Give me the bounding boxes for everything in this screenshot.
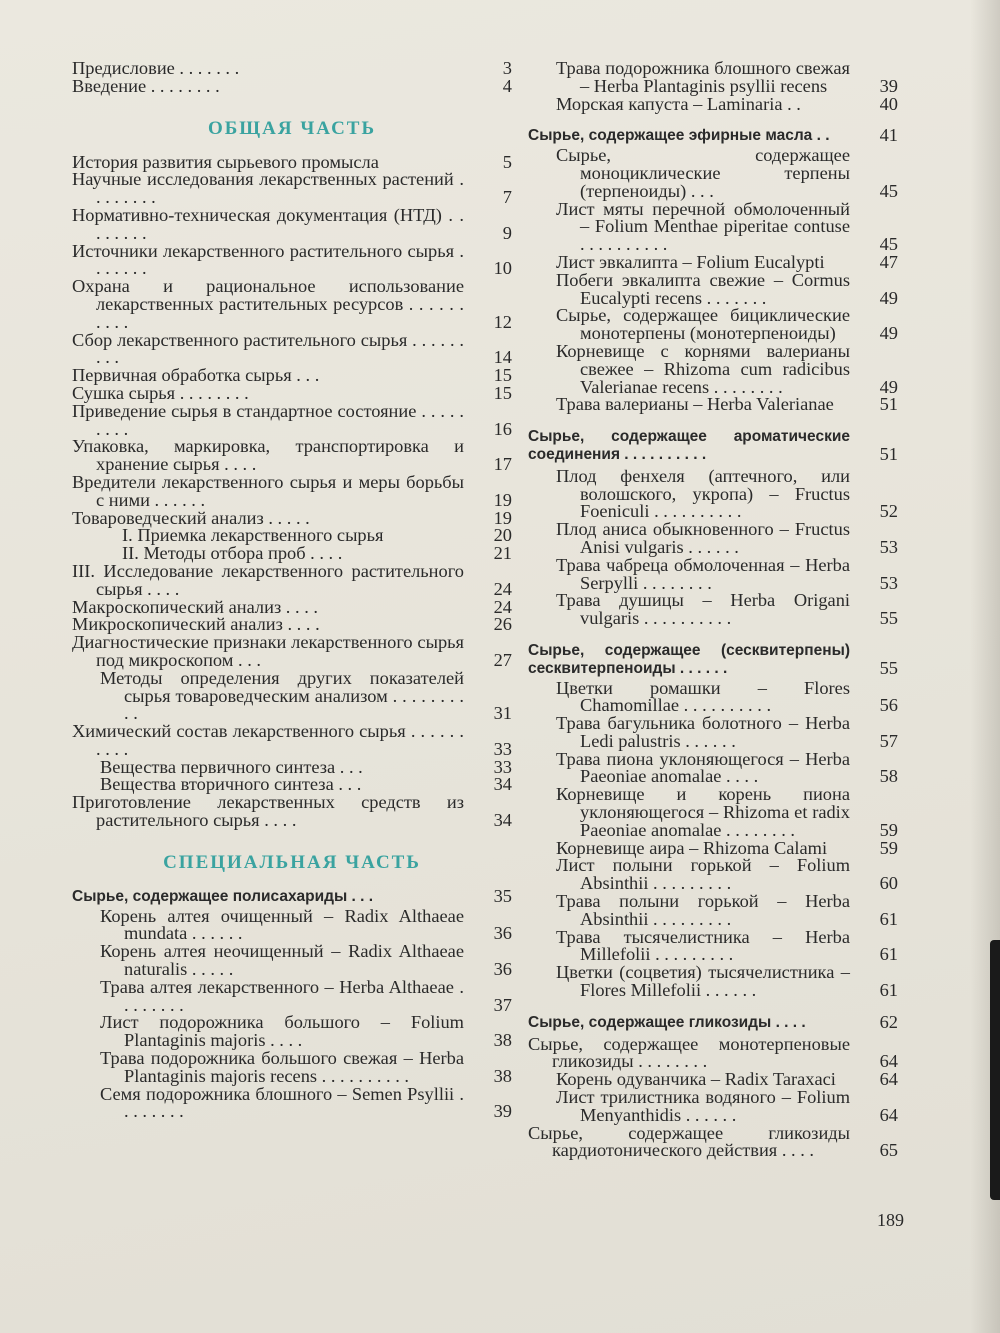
toc-entry-title: Диагностические признаки лекарственного сырья под микроскопом . . . bbox=[72, 632, 464, 670]
toc-entry-title: Корневище с корнями валерианы свежее – Rhizoma cum radicibus Valerianae recens . . . . . . . . bbox=[556, 340, 850, 397]
toc-entry-page: 55 bbox=[879, 657, 898, 678]
toc-entry-page: 55 bbox=[879, 608, 898, 629]
toc-entry-title: Приведение сырья в стандартное состояние . . . . . . . . . bbox=[72, 400, 464, 439]
page-number: 189 bbox=[877, 1210, 904, 1230]
toc-entry bbox=[72, 976, 512, 1015]
toc-entry-page: 52 bbox=[879, 501, 898, 522]
toc-entry-title: Семя подорожника блошного – Semen Psyllii . . . . . . . . bbox=[100, 1083, 464, 1122]
toc-entry-title: Трава пиона уклоняющегося – Herba Paeoniae anomalae . . . . bbox=[556, 748, 850, 787]
toc-entry bbox=[72, 723, 512, 759]
toc-entry bbox=[528, 715, 898, 751]
toc-entry-title: Методы определения других показателей сырья товароведческим анализом . . . . . . . . . . bbox=[100, 667, 464, 724]
toc-entry bbox=[528, 465, 898, 522]
toc-entry-title: Лист трилистника водяного – Folium Menyanthidis . . . . . . bbox=[556, 1087, 850, 1125]
toc-entry-title: Первичная обработка сырья . . . bbox=[72, 365, 320, 386]
toc-entry bbox=[528, 521, 898, 557]
toc-entry bbox=[72, 943, 512, 979]
toc-entry-title: Лист мяты перечной обмолоченный – Folium Menthae piperitae contuse . . . . . . . . . . bbox=[556, 198, 850, 255]
toc-entry-title: Трава тысячелистника – Herba Millefolii . . . . . . . . . bbox=[556, 926, 850, 965]
toc-entry bbox=[72, 171, 512, 207]
toc-entry-page: 33 bbox=[493, 738, 512, 759]
toc-entry-title: Трава полыни горькой – Herba Absinthii . . . . . . . . . bbox=[556, 891, 850, 929]
toc-entry-page: 45 bbox=[879, 180, 898, 201]
toc-entry-page: 15 bbox=[493, 365, 512, 386]
toc-entry-title: Лист подорожника большого – Folium Plantaginis majoris . . . . bbox=[100, 1012, 464, 1051]
toc-entry-page: 15 bbox=[493, 382, 512, 403]
toc-entry bbox=[72, 240, 512, 279]
binder-clip bbox=[990, 940, 1000, 1200]
toc-entry-title: Трава душицы – Herba Origani vulgaris . . . . . . . . . . bbox=[556, 590, 850, 629]
toc-entry bbox=[528, 554, 898, 593]
toc-entry bbox=[72, 438, 512, 474]
toc-entry-page: 27 bbox=[493, 649, 512, 670]
toc-entry-title: Плод фенхеля (аптечного, или волошского, укропа) – Fructus Foeniculi . . . . . . . . . . bbox=[556, 465, 850, 522]
toc-entry-title: Нормативно-техническая документация (НТД) . . . . . . . . bbox=[72, 204, 464, 243]
toc-entry-title: Научные исследования лекарственных растений . . . . . . . . bbox=[72, 169, 464, 208]
toc-entry bbox=[528, 396, 898, 414]
toc-entry bbox=[528, 1089, 898, 1125]
toc-entry-page: 20 bbox=[493, 525, 512, 546]
toc-entry-page: 61 bbox=[879, 908, 898, 929]
toc-entry-page: 39 bbox=[879, 75, 898, 96]
toc-entry bbox=[528, 147, 898, 200]
toc-entry-page: 16 bbox=[493, 418, 512, 439]
toc-entry-page: 9 bbox=[502, 222, 512, 243]
toc-entry-page: 57 bbox=[879, 730, 898, 751]
toc-entry bbox=[528, 340, 898, 397]
toc-entry-page: 53 bbox=[879, 536, 898, 557]
toc-entry-title: Вещества вторичного синтеза . . . bbox=[100, 774, 362, 795]
toc-entry-title: Трава подорожника большого свежая – Herba Plantaginis majoris recens . . . . . . . . . . bbox=[100, 1048, 464, 1086]
toc-entry bbox=[528, 307, 898, 343]
toc-entry-title: Цветки (соцветия) тысячелистника – Flores Millefolii . . . . . . bbox=[556, 962, 850, 1001]
toc-entry bbox=[528, 1033, 898, 1072]
toc-entry-page: 36 bbox=[493, 959, 512, 980]
toc-column-right bbox=[528, 60, 898, 1160]
toc-entry-title: Предисловие . . . . . . . bbox=[72, 58, 240, 78]
toc-entry-page: 38 bbox=[493, 1065, 512, 1086]
toc-entry-title: Вещества первичного синтеза . . . bbox=[100, 756, 363, 777]
toc-entry-title: Сырье, содержащее ароматические соединения . . . . . . . . . . bbox=[528, 428, 850, 463]
toc-entry-page: 19 bbox=[493, 489, 512, 510]
toc-entry-page: 64 bbox=[879, 1051, 898, 1072]
toc-group-heading bbox=[72, 885, 512, 906]
toc-entry-title: Цветки ромашки – Flores Chamomillae . . . . . . . . . . bbox=[556, 677, 850, 716]
toc-entry-title: Микроскопический анализ . . . . bbox=[72, 614, 320, 635]
toc-entry-title: Трава багульника болотного – Herba Ledi palustris . . . . . . bbox=[556, 713, 850, 751]
toc-entry bbox=[72, 794, 512, 830]
toc-entry-page: 35 bbox=[493, 885, 512, 906]
toc-entry-page: 34 bbox=[493, 774, 512, 795]
toc-entry bbox=[72, 560, 512, 599]
toc-entry-title: Сырье, содержащее гликозиды . . . . bbox=[528, 1013, 806, 1031]
toc-entry-page: 26 bbox=[493, 614, 512, 635]
toc-entry-page: 10 bbox=[493, 258, 512, 279]
toc-entry-page: 64 bbox=[879, 1069, 898, 1090]
toc-entry bbox=[528, 786, 898, 839]
toc-entry-title: Плод аниса обыкновенного – Fructus Anisi vulgaris . . . . . . bbox=[556, 519, 850, 557]
toc-entry-title: Корень одуванчика – Radix Taraxaci bbox=[556, 1069, 836, 1090]
toc-entry-page: 61 bbox=[879, 944, 898, 965]
toc-group-heading bbox=[528, 642, 898, 678]
toc-entry-page: 17 bbox=[493, 454, 512, 475]
toc-entry-title: Сырье, содержащее (сесквитерпены) сесквитерпеноиды . . . . . . bbox=[528, 641, 850, 677]
toc-entry-title: Лист эвкалипта – Folium Eucalypti bbox=[556, 251, 825, 272]
toc-entry-page: 33 bbox=[493, 756, 512, 777]
toc-entry-page: 24 bbox=[493, 596, 512, 617]
toc-entry-title: Охрана и рациональное использование лекарственных растительных ресурсов . . . . . . . . . . bbox=[72, 276, 464, 332]
toc-entry-page: 49 bbox=[879, 323, 898, 344]
toc-entry-page: 62 bbox=[879, 1011, 898, 1032]
toc-entry bbox=[72, 75, 512, 96]
toc-entry-title: Сырье, содержащее моноциклические терпены (терпеноиды) . . . bbox=[556, 145, 850, 201]
toc-entry bbox=[72, 329, 512, 368]
toc-entry-page: 60 bbox=[879, 873, 898, 894]
toc-entry-title: Трава подорожника блошного свежая – Herba Plantaginis psyllii recens bbox=[556, 58, 850, 96]
toc-entry-title: Вредители лекарственного сырья и меры борьбы с ними . . . . . . bbox=[72, 471, 464, 510]
toc-entry-page: 36 bbox=[493, 923, 512, 944]
toc-entry-title: Сушка сырья . . . . . . . . bbox=[72, 382, 249, 403]
toc-entry bbox=[528, 1122, 898, 1161]
toc-entry-title: Лист полыни горькой – Folium Absinthii . . . . . . . . . bbox=[556, 855, 850, 894]
toc-entry bbox=[528, 198, 898, 255]
toc-group-heading bbox=[528, 127, 898, 145]
toc-entry bbox=[528, 893, 898, 929]
toc-entry bbox=[528, 748, 898, 787]
toc-entry-title: Химический состав лекарственного сырья . . . . . . . . . . bbox=[72, 721, 464, 759]
toc-entry-page: 59 bbox=[879, 819, 898, 840]
toc-entry-title: Трава чабреца обмолоченная – Herba Serpylli . . . . . . . . bbox=[556, 554, 850, 593]
toc-entry-page: 4 bbox=[502, 75, 512, 96]
toc-entry bbox=[528, 926, 898, 965]
toc-entry-page: 64 bbox=[879, 1104, 898, 1125]
toc-entry bbox=[528, 93, 898, 114]
toc-entry-page: 31 bbox=[493, 703, 512, 724]
toc-entry-title: Побеги эвкалипта свежие – Cormus Eucalypti recens . . . . . . . bbox=[556, 269, 850, 308]
toc-entry-page: 7 bbox=[502, 187, 512, 208]
toc-entry bbox=[72, 634, 512, 670]
toc-entry-page: 34 bbox=[493, 810, 512, 831]
toc-entry-title: Корневище и корень пиона уклоняющегося – Rhizoma et radix Paeoniae anomalae . . . . . . . . bbox=[556, 784, 850, 840]
toc-entry-page: 12 bbox=[493, 311, 512, 332]
toc-entry bbox=[528, 677, 898, 716]
toc-entry bbox=[72, 1050, 512, 1086]
toc-group-heading bbox=[528, 428, 898, 464]
toc-entry-page: 24 bbox=[493, 578, 512, 599]
toc-entry-title: Товароведческий анализ . . . . . bbox=[72, 507, 310, 528]
toc-entry-page: 3 bbox=[502, 58, 512, 78]
toc-entry bbox=[72, 667, 512, 724]
toc-entry-title: Корень алтея очищенный – Radix Althaeae mundata . . . . . . bbox=[100, 905, 464, 944]
toc-entry-title: Сырье, содержащее бициклические монотерпены (монотерпеноиды) bbox=[556, 305, 850, 344]
toc-entry-page: 40 bbox=[879, 93, 898, 114]
toc-entry bbox=[72, 1014, 512, 1050]
toc-entry-page: 53 bbox=[879, 572, 898, 593]
toc-entry-title: Сбор лекарственного растительного сырья . . . . . . . . . bbox=[72, 329, 464, 368]
toc-entry bbox=[72, 278, 512, 331]
toc-entry bbox=[72, 471, 512, 510]
toc-entry bbox=[528, 269, 898, 308]
section-heading: СПЕЦИАЛЬНАЯ ЧАСТЬ bbox=[163, 851, 421, 873]
toc-entry-title: Сырье, содержащее эфирные масла . . bbox=[528, 127, 830, 145]
toc-entry-page: 38 bbox=[493, 1030, 512, 1051]
toc-group-heading bbox=[528, 1011, 898, 1032]
toc-entry-page: 49 bbox=[879, 376, 898, 397]
toc-entry-page: 65 bbox=[879, 1140, 898, 1161]
toc-entry bbox=[528, 964, 898, 1000]
toc-entry-title: Сырье, содержащее монотерпеновые гликозиды . . . . . . . . bbox=[528, 1033, 850, 1072]
toc-entry-title: III. Исследование лекарственного растительного сырья . . . . bbox=[72, 560, 464, 599]
toc-entry bbox=[528, 60, 898, 96]
toc-entry-page: 61 bbox=[879, 980, 898, 1001]
toc-entry-page: 59 bbox=[879, 837, 898, 858]
section-heading: ОБЩАЯ ЧАСТЬ bbox=[207, 117, 377, 139]
toc-entry-page: 56 bbox=[879, 695, 898, 716]
toc-entry bbox=[528, 592, 898, 628]
toc-entry-title: Сырье, содержащее полисахариды . . . bbox=[72, 887, 374, 905]
toc-entry-title: I. Приемка лекарственного сырья bbox=[122, 525, 384, 546]
toc-entry-page: 19 bbox=[493, 507, 512, 528]
toc-entry-title: II. Методы отбора проб . . . . bbox=[122, 543, 343, 564]
toc-entry-title: Введение . . . . . . . . bbox=[72, 75, 220, 96]
toc-entry-title: Корневище аира – Rhizoma Calami bbox=[556, 837, 828, 858]
toc-entry-title: Трава алтея лекарственного – Herba Althaeae . . . . . . . . bbox=[100, 976, 464, 1015]
toc-entry-page: 39 bbox=[493, 1101, 512, 1122]
toc-entry-page: 37 bbox=[493, 994, 512, 1015]
toc-entry-title: История развития сырьевого промысла bbox=[72, 151, 379, 172]
toc-entry-title: Приготовление лекарственных средств из растительного сырья . . . . bbox=[72, 792, 464, 831]
toc-entry bbox=[72, 905, 512, 944]
toc-entry-page: 14 bbox=[493, 347, 512, 368]
toc-entry bbox=[72, 400, 512, 439]
toc-entry-page: 5 bbox=[502, 151, 512, 172]
toc-entry-page: 41 bbox=[879, 125, 898, 146]
toc-entry-title: Морская капуста – Laminaria . . bbox=[556, 93, 801, 114]
toc-entry bbox=[72, 204, 512, 243]
toc-entry-page: 58 bbox=[879, 766, 898, 787]
toc-entry bbox=[528, 857, 898, 893]
toc-entry-page: 45 bbox=[879, 234, 898, 255]
toc-entry-page: 51 bbox=[879, 443, 898, 464]
toc-column-left bbox=[72, 60, 512, 1121]
toc-entry-title: Трава валерианы – Herba Valerianae bbox=[556, 394, 834, 415]
toc-entry-title: Источники лекарственного растительного сырья . . . . . . . bbox=[72, 240, 464, 279]
toc-entry bbox=[72, 1083, 512, 1122]
toc-entry-page: 47 bbox=[879, 251, 898, 272]
toc-entry-title: Упаковка, маркировка, транспортировка и хранение сырья . . . . bbox=[72, 436, 464, 475]
toc-entry-page: 21 bbox=[493, 543, 512, 564]
toc-entry-title: Сырье, содержащее гликозиды кардиотонического действия . . . . bbox=[528, 1122, 850, 1161]
toc-entry-page: 49 bbox=[879, 287, 898, 308]
toc-entry-page: 51 bbox=[879, 394, 898, 415]
toc-entry-title: Макроскопический анализ . . . . bbox=[72, 596, 318, 617]
toc-entry-title: Корень алтея неочищенный – Radix Althaeae naturalis . . . . . bbox=[100, 941, 464, 980]
